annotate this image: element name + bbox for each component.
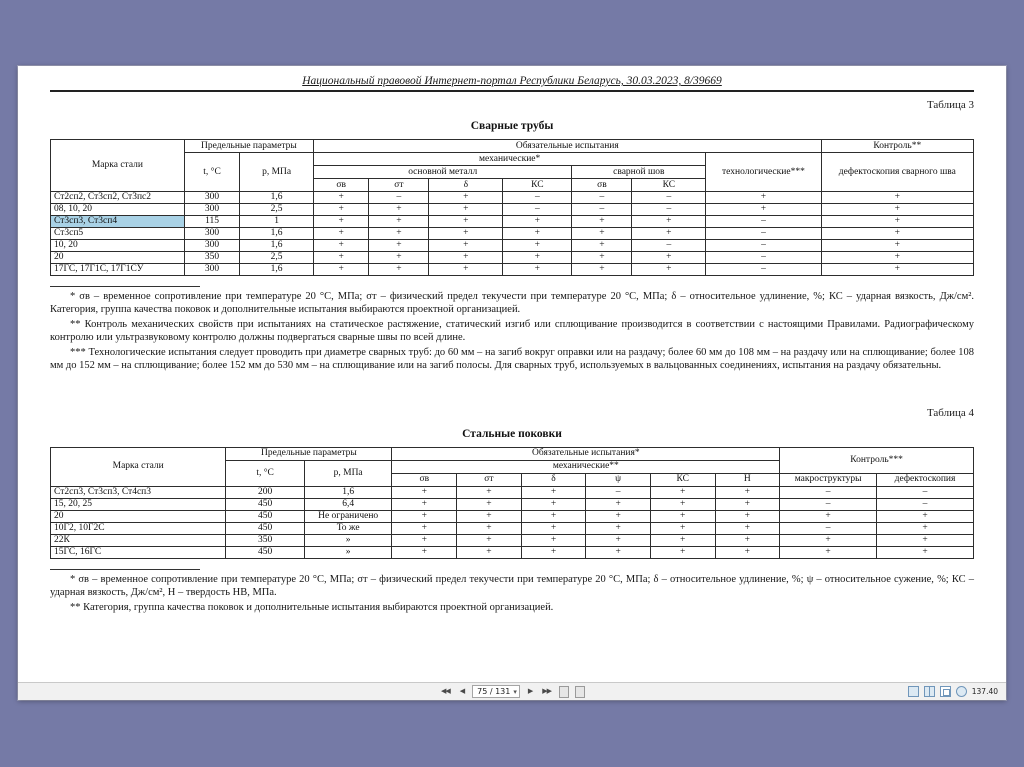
footnote-separator (50, 286, 200, 287)
col-header-control: Контроль*** (780, 447, 974, 473)
table-cell: – (877, 486, 974, 498)
table-row (51, 486, 974, 498)
col-header-kc: КС (650, 473, 715, 486)
steel-grade-cell: 20 (51, 510, 226, 522)
table-cell: – (586, 486, 651, 498)
col-header-kc: КС (503, 179, 572, 192)
table-row (51, 204, 974, 216)
table-row (51, 498, 974, 510)
table3-title: Сварные трубы (470, 120, 554, 132)
table-cell: + (369, 252, 429, 264)
table-cell: + (429, 264, 503, 276)
table-row (51, 240, 974, 252)
first-page-button[interactable]: ◀◀ (440, 687, 450, 695)
page-number-input[interactable] (472, 685, 520, 698)
table-cell: + (632, 264, 706, 276)
table-cell: + (503, 240, 572, 252)
table-cell: 2,5 (240, 252, 314, 264)
table-cell: + (586, 498, 651, 510)
table3-footnote-3: *** Технологические испытания следует проводить при диаметре сварных труб: до 60 мм – на загиб вокруг оправки или на раздачу; более 60 мм до 108 мм – на раздачу или на сплющивание; более 108 мм до 152 мм – на сплющивание; более 152 мм до 530 мм – на сплющивание или на загиб полосы. Для сварных труб, используемых в вальцованных соединениях, испытания на раздачу обязательны. (50, 346, 974, 372)
table-cell: – (780, 486, 877, 498)
table-cell: + (586, 534, 651, 546)
table-cell: + (314, 216, 369, 228)
document-viewer (18, 66, 1006, 700)
table-cell: – (706, 264, 821, 276)
table-cell: + (503, 228, 572, 240)
steel-grade-cell: Ст3сп3, Ст3сп4 (51, 216, 185, 228)
steel-grade-cell: 17ГС, 17Г1С, 17Г1СУ (51, 264, 185, 276)
table-cell: 300 (184, 240, 239, 252)
col-header-sigma-t: σт (457, 473, 522, 486)
col-header-sigma-t: σт (369, 179, 429, 192)
table-cell: + (715, 546, 780, 558)
table-cell: + (521, 534, 586, 546)
table-cell: 1,6 (240, 264, 314, 276)
table-cell: + (503, 252, 572, 264)
table-cell: + (877, 546, 974, 558)
col-header-defectoscopy: дефектоскопия сварного шва (821, 153, 973, 192)
table-cell: + (521, 486, 586, 498)
col-header-weld-sigma-v: σв (572, 179, 632, 192)
table-cell: + (521, 546, 586, 558)
col-header-control: Контроль** (821, 140, 973, 153)
viewer-toolbar (18, 682, 1006, 700)
table-cell: + (457, 522, 522, 534)
table-cell: + (392, 498, 457, 510)
table-cell: + (429, 252, 503, 264)
table-cell: + (392, 486, 457, 498)
copy-page-icon[interactable] (575, 686, 585, 698)
table-row (51, 510, 974, 522)
table-cell: + (715, 522, 780, 534)
table-cell: + (821, 240, 973, 252)
table-cell: + (369, 204, 429, 216)
table-cell: 200 (226, 486, 304, 498)
last-page-button[interactable]: ▶▶ (542, 687, 552, 695)
table-cell: + (780, 534, 877, 546)
table-cell: + (429, 192, 503, 204)
table-cell: 1,6 (240, 192, 314, 204)
table-cell: + (650, 486, 715, 498)
table-cell: 300 (184, 192, 239, 204)
col-header-mechanical: механические* (314, 153, 706, 166)
pan-tool-icon[interactable] (956, 686, 967, 697)
table-cell: + (632, 252, 706, 264)
table-cell: 450 (226, 522, 304, 534)
table4-footnote-1: * σв – временное сопротивление при температуре 20 °С, МПа; σт – физический предел текучести при температуре 20 °С, МПа; δ – относительное удлинение, %; ψ – относительное сужение, %; КС – ударная вязкость, Дж/см², Н – твердость НВ, МПа. (50, 573, 974, 599)
table-cell: + (457, 510, 522, 522)
table-cell: – (503, 204, 572, 216)
table-cell: 300 (184, 228, 239, 240)
table-cell: » (304, 534, 392, 546)
table-cell: + (457, 534, 522, 546)
table-cell: + (457, 486, 522, 498)
col-header-pressure: р, МПа (240, 153, 314, 192)
table-cell: 1 (240, 216, 314, 228)
two-page-view-icon[interactable] (924, 686, 935, 697)
table-cell: – (780, 522, 877, 534)
table-cell: 450 (226, 546, 304, 558)
table-cell: + (650, 510, 715, 522)
steel-grade-cell: 20 (51, 252, 185, 264)
document-header-rule (50, 75, 974, 92)
table4-footnote-2: ** Категория, группа качества поковок и дополнительные испытания выбираются проектной организацией. (70, 601, 554, 613)
table-cell: » (304, 546, 392, 558)
table-cell: + (392, 534, 457, 546)
table-cell: – (632, 204, 706, 216)
table-cell: + (572, 252, 632, 264)
table-cell: – (706, 252, 821, 264)
table-cell: + (314, 252, 369, 264)
col-header-mechanical: механические** (392, 460, 780, 473)
table-cell: + (821, 264, 973, 276)
table3-footnote-2: ** Контроль механических свойств при испытаниях на статическое растяжение, статический изгиб или сплющивание производится в соответствии с настоящими Правилами. Радиографическому контролю или ультразвуковому контролю должны подвергаться сварные швы по всей длине. (50, 318, 974, 344)
table-cell: + (821, 192, 973, 204)
table-cell: + (821, 216, 973, 228)
fullscreen-icon[interactable] (940, 686, 951, 697)
table-cell: + (503, 216, 572, 228)
table-cell: + (572, 264, 632, 276)
section-gap (50, 374, 974, 400)
table-row (51, 534, 974, 546)
table-cell: + (392, 510, 457, 522)
col-header-weld-kc: КС (632, 179, 706, 192)
steel-grade-cell: Ст2сп3, Ст3сп3, Ст4сп3 (51, 486, 226, 498)
table-cell: + (429, 204, 503, 216)
table-row (51, 228, 974, 240)
col-header-mandatory-tests: Обязательные испытания (314, 140, 822, 153)
table-cell: + (521, 498, 586, 510)
table-cell: + (821, 252, 973, 264)
col-header-delta: δ (429, 179, 503, 192)
table-cell: + (369, 216, 429, 228)
table-cell: + (586, 510, 651, 522)
table3-label: Таблица 3 (926, 99, 974, 111)
table-cell: + (821, 204, 973, 216)
table-cell: + (650, 522, 715, 534)
steel-forgings-table (50, 447, 974, 559)
steel-grade-cell: 15ГС, 16ГС (51, 546, 226, 558)
table-cell: + (650, 546, 715, 558)
welded-pipes-table (50, 139, 974, 276)
steel-grade-cell: 10, 20 (51, 240, 185, 252)
table-cell: 300 (184, 204, 239, 216)
col-header-temperature: t, °С (226, 460, 304, 486)
col-header-defectoscopy: дефектоскопия (877, 473, 974, 486)
table-cell: – (572, 204, 632, 216)
table-row (51, 546, 974, 558)
table-cell: + (521, 510, 586, 522)
table-cell: + (572, 216, 632, 228)
page-number-value: 75 / 131 (477, 687, 511, 696)
col-header-psi: ψ (586, 473, 651, 486)
next-page-button[interactable]: ▶ (527, 687, 533, 695)
table-cell: 300 (184, 264, 239, 276)
col-header-steel-grade: Марка стали (51, 447, 226, 486)
col-header-sigma-v: σв (392, 473, 457, 486)
table-row (51, 192, 974, 204)
table-cell: 450 (226, 498, 304, 510)
col-header-sigma-v: σв (314, 179, 369, 192)
footnote-separator (50, 569, 200, 570)
table-cell: + (632, 228, 706, 240)
table-cell: + (586, 522, 651, 534)
table-cell: 450 (226, 510, 304, 522)
table-cell: + (429, 216, 503, 228)
table-cell: + (877, 510, 974, 522)
table-cell: + (780, 510, 877, 522)
table4-title: Стальные поковки (462, 427, 562, 440)
table-cell: 115 (184, 216, 239, 228)
steel-grade-cell: Ст3сп5 (51, 228, 185, 240)
table-cell: – (503, 192, 572, 204)
col-header-temperature: t, °С (184, 153, 239, 192)
steel-grade-cell: 22К (51, 534, 226, 546)
table-cell: 6,4 (304, 498, 392, 510)
table-cell: + (715, 534, 780, 546)
table-cell: + (706, 204, 821, 216)
previous-page-button[interactable]: ◀ (459, 687, 465, 695)
table-cell: + (314, 228, 369, 240)
col-header-steel-grade: Марка стали (51, 140, 185, 192)
table-cell: + (877, 522, 974, 534)
table-cell: + (314, 264, 369, 276)
table-cell: + (706, 192, 821, 204)
table-cell: + (392, 522, 457, 534)
table-cell: 1,6 (240, 228, 314, 240)
chevron-down-icon[interactable]: ▾ (513, 687, 517, 696)
table-cell: + (650, 498, 715, 510)
table-cell: 2,5 (240, 204, 314, 216)
table-row (51, 522, 974, 534)
col-header-h: Н (715, 473, 780, 486)
table-cell: – (632, 192, 706, 204)
table-cell: – (706, 228, 821, 240)
table-cell: – (706, 240, 821, 252)
table-cell: + (369, 240, 429, 252)
table-cell: То же (304, 522, 392, 534)
col-header-pressure: р, МПа (304, 460, 392, 486)
table-cell: + (586, 546, 651, 558)
table-cell: 350 (184, 252, 239, 264)
table-cell: + (650, 534, 715, 546)
table-cell: + (572, 228, 632, 240)
table-cell: + (457, 546, 522, 558)
table-cell: – (780, 498, 877, 510)
table3-footnote-1: * σв – временное сопротивление при температуре 20 °С, МПа; σт – физический предел текучести при температуре 20 °С, МПа; δ – относительное удлинение, %; КС – ударная вязкость, Дж/см². Категория, группа качества поковок и дополнительные испытания выбираются проектной организацией. (50, 291, 974, 316)
table-cell: + (715, 510, 780, 522)
print-icon[interactable] (559, 686, 569, 698)
table-cell: 1,6 (304, 486, 392, 498)
steel-grade-cell: 08, 10, 20 (51, 204, 185, 216)
view-controls (908, 683, 998, 700)
table-cell: + (572, 240, 632, 252)
portal-title: Национальный правовой Интернет-портал Республики Беларусь, 30.03.2023, 8/39669 (302, 75, 722, 87)
col-header-mandatory-tests: Обязательные испытания* (392, 447, 780, 460)
table-cell: + (715, 486, 780, 498)
steel-grade-cell: 15, 20, 25 (51, 498, 226, 510)
table-cell: + (369, 228, 429, 240)
table-cell: – (706, 216, 821, 228)
table-cell: + (780, 546, 877, 558)
col-header-macrostructure: макроструктуры (780, 473, 877, 486)
table-row (51, 252, 974, 264)
table-cell: 1,6 (240, 240, 314, 252)
table-cell: – (632, 240, 706, 252)
col-header-base-metal: основной металл (314, 166, 572, 179)
table-cell: + (503, 264, 572, 276)
table-cell: Не ограничено (304, 510, 392, 522)
table-cell: + (314, 240, 369, 252)
table-cell: – (877, 498, 974, 510)
table-cell: + (821, 228, 973, 240)
table-cell: + (392, 546, 457, 558)
table-cell: + (457, 498, 522, 510)
table-cell: + (877, 534, 974, 546)
col-header-limit-params: Предельные параметры (226, 447, 392, 460)
table-cell: 350 (226, 534, 304, 546)
col-header-technological: технологические*** (706, 153, 821, 192)
col-header-weld-seam: сварной шов (572, 166, 706, 179)
table-row (51, 216, 974, 228)
table-row (51, 264, 974, 276)
table-cell: – (369, 192, 429, 204)
table-cell: + (715, 498, 780, 510)
single-page-view-icon[interactable] (908, 686, 919, 697)
table-cell: + (632, 216, 706, 228)
page-navigation (439, 685, 585, 698)
document-page[interactable] (18, 66, 1006, 682)
table4-label: Таблица 4 (926, 406, 974, 419)
table-cell: + (314, 204, 369, 216)
col-header-limit-params: Предельные параметры (184, 140, 313, 153)
table-cell: – (572, 192, 632, 204)
table-cell: + (521, 522, 586, 534)
steel-grade-cell: 10Г2, 10Г2С (51, 522, 226, 534)
table-cell: + (429, 228, 503, 240)
zoom-level: 137.40 (971, 687, 998, 696)
col-header-delta: δ (521, 473, 586, 486)
steel-grade-cell: Ст2сп2, Ст3сп2, Ст3пс2 (51, 192, 185, 204)
table-cell: + (429, 240, 503, 252)
table-cell: + (314, 192, 369, 204)
table-cell: + (369, 264, 429, 276)
